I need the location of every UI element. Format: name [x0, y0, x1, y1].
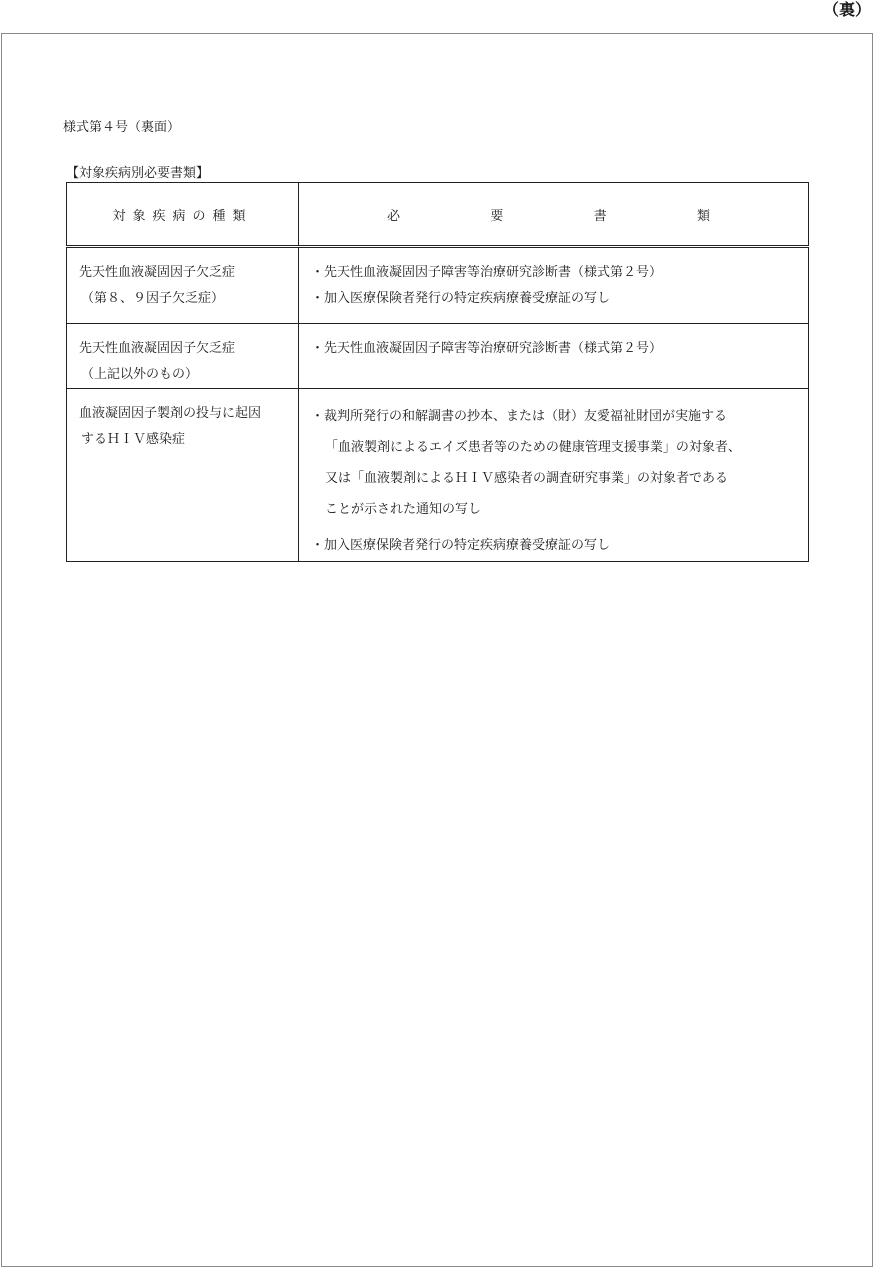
page-side-label: （裏） — [822, 0, 871, 19]
disease-cell — [67, 247, 299, 324]
required-documents-table — [66, 182, 809, 562]
form-number: 様式第４号（裏面） — [63, 120, 181, 135]
disease-name: 先天性血液凝固因子欠乏症 — [79, 265, 236, 280]
table-row — [67, 389, 809, 562]
document-item-continuation: 又は「血液製剤によるＨＩＶ感染者の調査研究事業」の対象者である — [325, 471, 729, 486]
document-item: ・裁判所発行の和解調書の抄本、または（財）友愛福祉財団が実施する — [311, 409, 728, 424]
document-item: ・加入医療保険者発行の特定疾病療養受療証の写し — [311, 291, 611, 306]
disease-detail: （第８、９因子欠乏症） — [81, 291, 225, 306]
documents-cell — [299, 324, 809, 389]
table-header-row — [67, 183, 809, 247]
header-required-docs-char: 類 — [696, 208, 710, 224]
table-row — [67, 324, 809, 389]
documents-cell — [299, 389, 809, 562]
document-item: ・加入医療保険者発行の特定疾病療養受療証の写し — [311, 538, 611, 553]
document-item-continuation: 「血液製剤によるエイズ患者等のための健康管理支援事業」の対象者、 — [325, 440, 741, 455]
disease-detail: するＨＩＶ感染症 — [81, 432, 186, 447]
header-required-docs-char: 要 — [490, 208, 504, 224]
disease-name: 先天性血液凝固因子欠乏症 — [79, 341, 236, 356]
header-required-docs — [299, 183, 809, 247]
table-caption: 【対象疾病別必要書類】 — [66, 166, 210, 181]
header-required-docs-char: 必 — [387, 208, 401, 224]
document-item: ・先天性血液凝固因子障害等治療研究診断書（様式第２号） — [311, 265, 663, 280]
documents-cell — [299, 247, 809, 324]
document-item: ・先天性血液凝固因子障害等治療研究診断書（様式第２号） — [311, 341, 663, 356]
disease-detail: （上記以外のもの） — [81, 367, 199, 382]
disease-cell — [67, 389, 299, 562]
disease-cell — [67, 324, 299, 389]
header-required-docs-char: 書 — [593, 208, 607, 224]
table-row — [67, 247, 809, 324]
document-item-continuation: ことが示された通知の写し — [325, 502, 482, 517]
header-disease-type — [67, 183, 299, 247]
disease-name: 血液凝固因子製剤の投与に起因 — [79, 406, 262, 421]
header-disease-type-label: 対象疾病の種類 — [112, 208, 253, 224]
